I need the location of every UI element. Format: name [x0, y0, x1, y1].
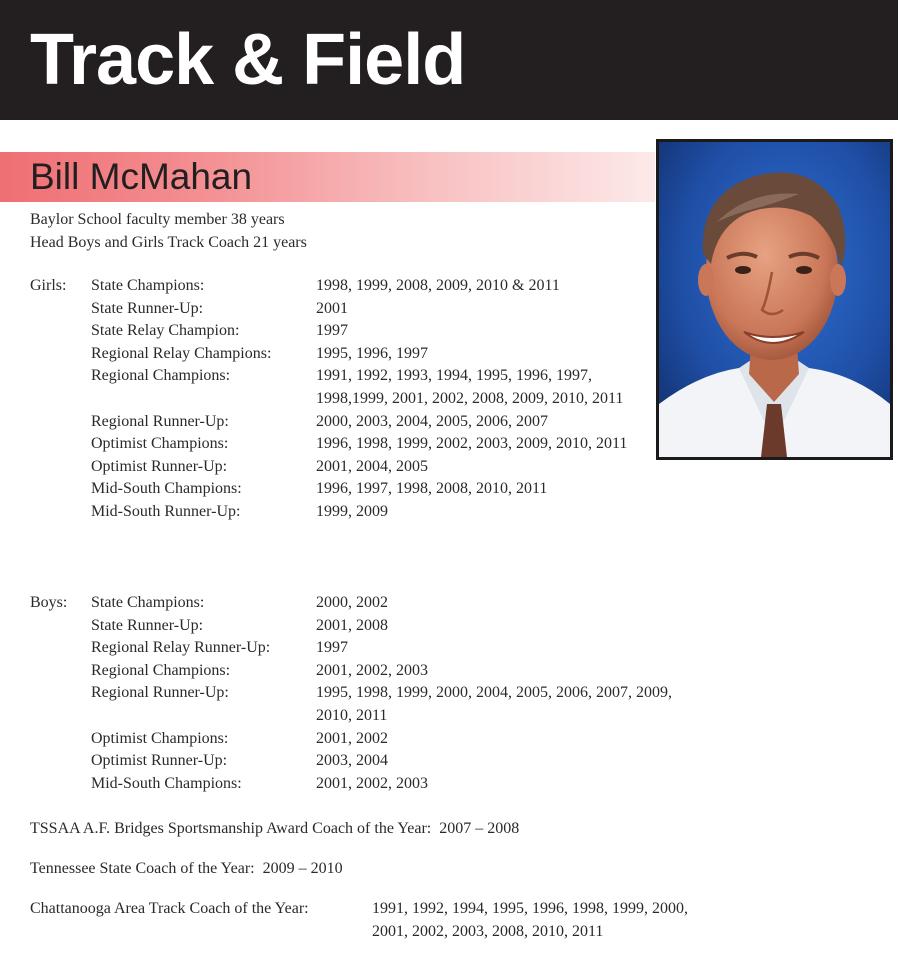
record-label: Regional Champions:: [91, 661, 231, 679]
coach-name: Bill McMahan: [30, 156, 253, 197]
record-value: 1997: [316, 322, 348, 340]
record-label: Optimist Champions:: [91, 435, 229, 453]
record-label: Mid-South Champions:: [91, 774, 242, 792]
record-row: [30, 365, 710, 410]
record-label: State Runner-Up:: [91, 299, 204, 317]
record-row: [30, 682, 710, 727]
record-label: Regional Relay Champions:: [91, 344, 272, 362]
record-label: Regional Relay Runner-Up:: [91, 639, 271, 657]
record-value: 2001, 2008: [316, 616, 388, 634]
record-value: 1998, 1999, 2008, 2009, 2010 & 2011: [316, 277, 560, 294]
record-label: Regional Runner-Up:: [91, 684, 229, 702]
record-row: [30, 637, 710, 660]
record-label: Regional Champions:: [91, 367, 231, 385]
record-label: State Runner-Up:: [91, 616, 204, 634]
record-value: 2003, 2004: [316, 752, 388, 770]
award-value: 2009 – 2010: [262, 860, 343, 877]
boys-section: [30, 592, 710, 795]
record-row: [30, 320, 710, 343]
record-row: [30, 773, 710, 796]
award-label: Tennessee State Coach of the Year:: [30, 860, 255, 877]
record-label: Mid-South Champions:: [91, 480, 242, 498]
record-label: State Champions:: [91, 594, 205, 611]
intro-line: Baylor School faculty member 38 years: [30, 211, 285, 228]
intro-line: Head Boys and Girls Track Coach 21 years: [30, 234, 307, 251]
record-value: 2001, 2002, 2003: [316, 774, 428, 792]
award-label: Chattanooga Area Track Coach of the Year:: [30, 900, 309, 917]
award-value: 1991, 1992, 1994, 1995, 1996, 1998, 1999, 2000, 2001, 2002, 2003, 2008, 2010, 2011: [372, 900, 688, 940]
record-label: Optimist Runner-Up:: [91, 752, 228, 770]
record-label: Optimist Runner-Up:: [91, 457, 228, 475]
record-label: Regional Runner-Up:: [91, 412, 229, 430]
group-label-girls: Girls:: [30, 277, 67, 294]
record-row: [30, 750, 710, 773]
record-row: [30, 615, 710, 638]
record-label: Mid-South Runner-Up:: [91, 502, 241, 520]
record-value: 1996, 1998, 1999, 2002, 2003, 2009, 2010, 2011: [316, 435, 628, 453]
award-label: TSSAA A.F. Bridges Sportsmanship Award Coach of the Year:: [30, 820, 432, 837]
record-value: 1997: [316, 639, 348, 657]
award-value: 2007 – 2008: [439, 820, 520, 837]
record-label: State Champions:: [91, 277, 205, 294]
award-sportsmanship: [30, 818, 519, 841]
record-row: [30, 501, 710, 524]
page-title: Track & Field: [30, 20, 466, 100]
record-value: 1999, 2009: [316, 502, 388, 520]
record-value: 1996, 1997, 1998, 2008, 2010, 2011: [316, 480, 548, 498]
record-row: [30, 298, 710, 321]
record-value: 2000, 2003, 2004, 2005, 2006, 2007: [316, 412, 548, 430]
award-area-coach: [30, 898, 712, 943]
record-row: [30, 433, 710, 456]
girls-section: [30, 275, 710, 524]
record-value: 2001, 2002, 2003: [316, 661, 428, 679]
award-state-coach: [30, 858, 343, 881]
record-label: Optimist Champions:: [91, 729, 229, 747]
record-row: [30, 592, 710, 615]
record-value: 1991, 1992, 1993, 1994, 1995, 1996, 1997, 1998,1999, 2001, 2002, 2008, 2009, 2010, 2011: [316, 367, 624, 407]
record-row: [30, 660, 710, 683]
record-row: [30, 728, 710, 751]
record-value: 2001: [316, 299, 348, 317]
record-row: [30, 456, 710, 479]
record-row: [30, 411, 710, 434]
record-row: [30, 275, 710, 298]
intro: [30, 208, 307, 254]
record-value: 1995, 1998, 1999, 2000, 2004, 2005, 2006, 2007, 2009, 2010, 2011: [316, 684, 672, 724]
group-label-boys: Boys:: [30, 594, 68, 611]
record-label: State Relay Champion:: [91, 322, 240, 340]
record-value: 2001, 2002: [316, 729, 388, 747]
record-row: [30, 343, 710, 366]
record-value: 2001, 2004, 2005: [316, 457, 428, 475]
record-value: 2000, 2002: [316, 594, 388, 611]
record-row: [30, 478, 710, 501]
record-value: 1995, 1996, 1997: [316, 344, 428, 362]
